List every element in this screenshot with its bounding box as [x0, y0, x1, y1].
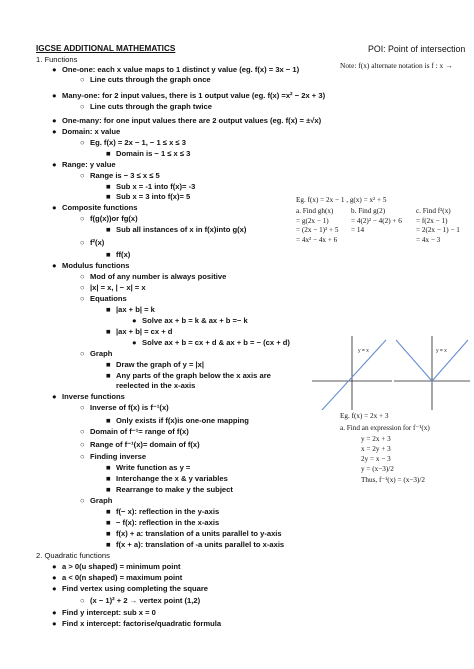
note-line	[80, 349, 112, 358]
bullet-icon: ○	[80, 75, 85, 84]
bullet-icon: ■	[106, 305, 111, 314]
note-line	[106, 371, 271, 380]
bullet-icon: ○	[80, 349, 85, 358]
composite-step: = g(2x − 1)	[296, 216, 329, 225]
composite-step: = (2x − 1)² + 5	[296, 226, 339, 234]
note-text: (x − 1)² + 2 → vertex point (1,2)	[90, 596, 201, 605]
note-line	[80, 427, 189, 436]
note-line	[52, 619, 221, 628]
note-text: Sub x = -1 into f(x)= -3	[116, 182, 196, 191]
note-line	[80, 596, 200, 605]
note-text: Many-one: for 2 input values, there is 1 output value (eg. f(x) =x² − 2x + 3)	[62, 91, 326, 100]
bullet-icon: ○	[80, 403, 85, 412]
inverse-step: y = (x−3)/2	[361, 465, 394, 473]
note-line	[52, 160, 116, 169]
note-line	[106, 540, 284, 549]
bullet-icon: ■	[106, 518, 111, 527]
note-text: Interchange the x & y variables	[116, 474, 228, 483]
note-text: Find y intercept: sub x = 0	[62, 608, 156, 617]
left-graph-label: y = x	[358, 348, 369, 354]
note-line	[106, 327, 172, 336]
note-line	[36, 551, 110, 560]
note-line	[106, 463, 190, 472]
note-text: Graph	[90, 496, 113, 505]
note-text: a < 0(n shaped) = maximum point	[62, 573, 183, 582]
composite-step: = 14	[351, 226, 365, 234]
note-text: Draw the graph of y = |x|	[116, 360, 205, 369]
note-line	[52, 116, 321, 125]
note-text: |x| = x, | − x| = x	[90, 283, 146, 292]
bullet-icon: ●	[132, 338, 137, 347]
note-text: a > 0(u shaped) = minimum point	[62, 562, 181, 571]
note-line	[106, 518, 219, 527]
bullet-icon: ○	[80, 496, 85, 505]
bullet-icon: ●	[52, 608, 57, 617]
bullet-icon: ■	[106, 485, 111, 494]
note-line	[80, 102, 212, 111]
inverse-step: y = 2x + 3	[361, 435, 391, 443]
note-text: Sub x = 3 into f(x)= 5	[116, 192, 191, 201]
note-line	[132, 338, 290, 347]
inverse-step: a. Find an expression for f⁻¹(x)	[340, 424, 430, 432]
bullet-icon: ●	[52, 562, 57, 571]
bullet-icon: ■	[106, 474, 111, 483]
composite-step: = 2(2x − 1) − 1	[416, 226, 460, 234]
bullet-icon: ●	[52, 65, 57, 74]
note-line	[80, 171, 160, 180]
note-line	[52, 91, 325, 100]
bullet-icon: ○	[80, 138, 85, 147]
composite-step: = 4x² − 4x + 6	[296, 235, 338, 244]
bullet-icon: ■	[106, 149, 111, 158]
bullet-icon: ○	[80, 171, 85, 180]
note-text: Finding inverse	[90, 452, 147, 461]
bullet-icon: ○	[80, 294, 85, 303]
note-text: Mod of any number is always positive	[90, 272, 227, 281]
note-line	[80, 138, 186, 147]
modulus-graph-left	[312, 336, 392, 410]
bullet-icon: ●	[52, 619, 57, 628]
bullet-icon: ●	[52, 584, 57, 593]
note-line	[80, 294, 127, 303]
note-line	[52, 261, 130, 270]
bullet-icon: ■	[106, 540, 111, 549]
notation-note: Note: f(x) alternate notation is f : x →	[340, 61, 453, 70]
note-line	[80, 75, 211, 84]
note-text: Range of f⁻¹(x)= domain of f(x)	[90, 440, 200, 449]
note-text: 2. Quadratic functions	[36, 551, 110, 560]
note-line	[80, 403, 169, 412]
note-text: Eg. f(x) = 2x − 1, − 1 ≤ x ≤ 3	[90, 138, 186, 147]
note-text: Domain: x value	[62, 127, 121, 136]
note-line	[80, 214, 138, 223]
note-line	[106, 529, 282, 538]
bullet-icon: ●	[52, 127, 57, 136]
note-text: Write function as y =	[116, 463, 191, 472]
note-line	[52, 573, 182, 582]
note-text: f(− x): reflection in the y-axis	[116, 507, 220, 516]
note-line	[80, 452, 146, 461]
composite-step: = f(2x − 1)	[416, 216, 448, 225]
bullet-icon: ○	[80, 238, 85, 247]
note-line	[52, 392, 125, 401]
bullet-icon: ●	[52, 160, 57, 169]
bullet-icon: ■	[106, 182, 111, 191]
bullet-icon: ●	[52, 203, 57, 212]
bullet-icon: ■	[106, 360, 111, 369]
bullet-icon: ■	[106, 416, 111, 425]
bullet-icon: ○	[80, 214, 85, 223]
bullet-icon: ●	[132, 316, 137, 325]
note-text: Find x intercept: factorise/quadratic formula	[62, 619, 222, 628]
note-text: Only exists if f(x)is one-one mapping	[116, 416, 249, 425]
bullet-icon: ○	[80, 427, 85, 436]
note-text: ff(x)	[116, 250, 131, 259]
bullet-icon: ■	[106, 250, 111, 259]
note-text: Domain is − 1 ≤ x ≤ 3	[116, 149, 191, 158]
note-line	[52, 203, 138, 212]
note-text: reelected in the x-axis	[116, 381, 196, 390]
bullet-icon: ○	[80, 102, 85, 111]
composite-step: = 4x − 3	[416, 235, 441, 244]
bullet-icon: ■	[106, 371, 111, 380]
note-text: Composite functions	[62, 203, 138, 212]
composite-step: a. Find gh(x)	[296, 207, 334, 215]
bullet-icon: ■	[106, 529, 111, 538]
note-line	[106, 182, 195, 191]
bullet-icon: ●	[52, 392, 57, 401]
bullet-icon: ■	[106, 225, 111, 234]
note-text: f(x + a): translation of -a units parallel to x-axis	[116, 540, 285, 549]
note-text: Line cuts through the graph twice	[90, 102, 212, 111]
note-text: |ax + b| = cx + d	[116, 327, 173, 336]
note-line	[106, 225, 246, 234]
note-line	[80, 440, 200, 449]
note-text: Find vertex using completing the square	[62, 584, 208, 593]
note-text: f(g(x))or fg(x)	[90, 214, 138, 223]
modulus-graph-right	[394, 336, 470, 410]
note-text: |ax + b| = k	[116, 305, 155, 314]
composite-heading: Eg. f(x) = 2x − 1 , g(x) = x² + 5	[296, 196, 387, 204]
note-line	[116, 381, 195, 390]
composite-step: c. Find f²(x)	[416, 207, 451, 215]
note-line	[106, 474, 228, 483]
note-line	[106, 507, 219, 516]
note-line	[80, 272, 226, 281]
note-text: f(x) + a: translation of a units parallel to y-axis	[116, 529, 282, 538]
note-text: Line cuts through the graph once	[90, 75, 211, 84]
bullet-icon: ○	[80, 452, 85, 461]
note-line	[52, 65, 299, 74]
note-line	[80, 238, 104, 247]
bullet-icon: ■	[106, 192, 111, 201]
note-text: Solve ax + b = cx + d & ax + b = − (cx + d)	[142, 338, 290, 347]
note-text: Solve ax + b = k & ax + b =− k	[142, 316, 248, 325]
bullet-icon: ●	[52, 116, 57, 125]
note-text: Rearrange to make y the subject	[116, 485, 233, 494]
note-text: One-many: for one input values there are 2 output values (eg. f(x) = ±√x)	[62, 116, 322, 125]
note-line	[106, 360, 204, 369]
inverse-step: 2y = x − 3	[361, 455, 391, 463]
composite-step: b. Find g(2)	[351, 207, 386, 215]
bullet-icon: ●	[52, 573, 57, 582]
note-line	[52, 608, 156, 617]
note-text: Modulus functions	[62, 261, 130, 270]
note-line	[106, 192, 190, 201]
bullet-icon: ■	[106, 327, 111, 336]
note-text: Sub all instances of x in f(x)into g(x)	[116, 225, 247, 234]
inverse-step: Thus, f⁻¹(x) = (x−3)/2	[361, 476, 425, 484]
note-text: 1. Functions	[36, 55, 78, 64]
inverse-step: Eg. f(x) = 2x + 3	[340, 412, 389, 420]
note-text: Domain of f⁻¹= range of f(x)	[90, 427, 189, 436]
bullet-icon: ●	[52, 261, 57, 270]
note-text: One-one: each x value maps to 1 distinct y value (eg. f(x) = 3x − 1)	[62, 65, 300, 74]
note-line	[106, 305, 155, 314]
bullet-icon: ●	[52, 91, 57, 100]
note-line	[80, 283, 146, 292]
note-text: Graph	[90, 349, 113, 358]
note-text: Inverse functions	[62, 392, 125, 401]
note-line	[106, 485, 233, 494]
bullet-icon: ■	[106, 463, 111, 472]
document-title: IGCSE ADDITIONAL MATHEMATICS	[36, 44, 176, 53]
note-line	[106, 250, 130, 259]
note-line	[52, 562, 181, 571]
poi-note: POI: Point of intersection	[368, 44, 466, 54]
note-text: Range is − 3 ≤ x ≤ 5	[90, 171, 160, 180]
composite-step: = 4(2)² − 4(2) + 6	[351, 216, 402, 225]
right-graph-label: y = x	[436, 348, 447, 354]
note-line	[132, 316, 248, 325]
note-text: Inverse of f(x) is f⁻¹(x)	[90, 403, 169, 412]
inverse-step: x = 2y + 3	[361, 445, 391, 453]
note-line	[52, 127, 120, 136]
bullet-icon: ○	[80, 272, 85, 281]
note-line	[36, 55, 77, 64]
note-line	[106, 149, 190, 158]
bullet-icon: ○	[80, 283, 85, 292]
bullet-icon: ○	[80, 596, 85, 605]
note-text: f²(x)	[90, 238, 105, 247]
note-text: Any parts of the graph below the x axis are	[116, 371, 271, 380]
note-line	[106, 416, 249, 425]
note-line	[80, 496, 112, 505]
note-text: Range: y value	[62, 160, 116, 169]
bullet-icon: ■	[106, 507, 111, 516]
note-text: − f(x): reflection in the x-axis	[116, 518, 220, 527]
note-text: Equations	[90, 294, 127, 303]
note-line	[52, 584, 208, 593]
bullet-icon: ○	[80, 440, 85, 449]
